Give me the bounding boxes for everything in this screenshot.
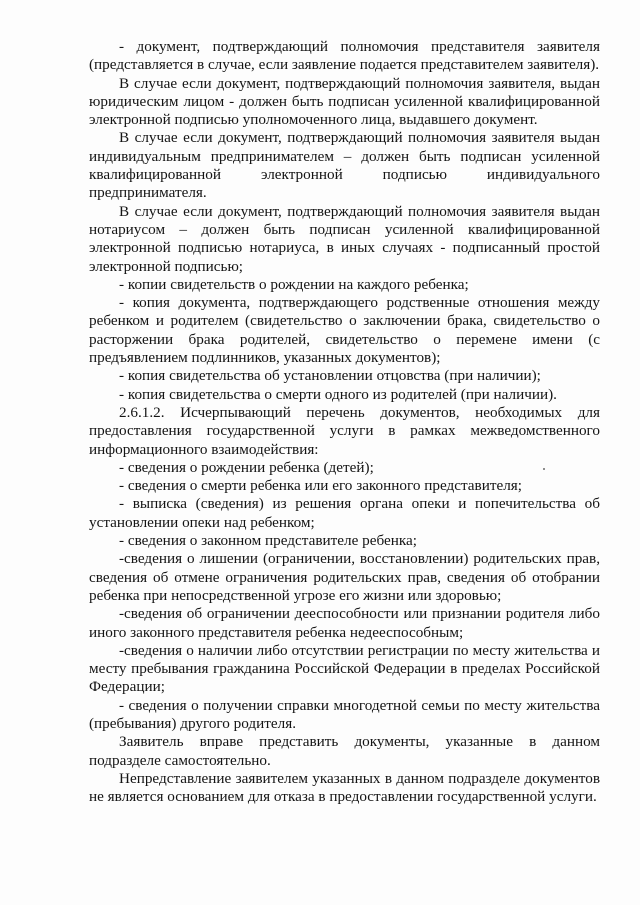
document-body — [89, 38, 600, 806]
list-item-guardianship-extract: - выписка (сведения) из решения органа опеки и попечительства об установлении опеки над ребенком; — [89, 495, 600, 531]
list-item-death-certificate-parent: - копия свидетельства о смерти одного из родителей (при наличии). — [119, 385, 557, 403]
list-item-death-info: - сведения о смерти ребенка или его законного представителя; — [119, 477, 522, 495]
list-item-paternity-certificate: - копия свидетельства об установлении отцовства (при наличии); — [119, 367, 541, 385]
paragraph-non-submission: Непредставление заявителем указанных в данном подразделе документов не является основанием для отказа в предоставлении государственной услуги. — [89, 769, 600, 806]
paragraph-section-2-6-1-2: 2.6.1.2. Исчерпывающий перечень документов, необходимых для предоставления государственной услуги в рамках межведомственного информационного взаимодействия: — [89, 403, 600, 458]
paragraph-applicant-right: Заявитель вправе представить документы, указанные в данном подразделе самостоятельно. — [89, 733, 600, 769]
paragraph-entrepreneur-signature: В случае если документ, подтверждающий полномочия заявителя выдан индивидуальным предпринимателем – должен быть подписан усиленной квалифицированной электронной подписью индивидуального предпринимателя. — [89, 129, 600, 202]
paragraph-representative-document: - документ, подтверждающий полномочия представителя заявителя (представляется в случае, если заявление подается представителем заявителя). — [89, 38, 600, 74]
list-item-large-family-certificate: - сведения о получении справки многодетной семьи по месту жительства (пребывания) другого родителя. — [89, 696, 600, 732]
list-item-legal-capacity-info: -сведения об ограничении дееспособности или признании родителя либо иного законного представителя ребенка недееспособным; — [89, 605, 600, 641]
list-item-birth-certificates: - копии свидетельств о рождении на каждого ребенка; — [119, 275, 469, 293]
scan-speck — [543, 468, 545, 470]
list-item-child-birth-info: - сведения о рождении ребенка (детей); — [119, 458, 374, 476]
list-item-kinship-document: - копия документа, подтверждающего родственные отношения между ребенком и родителем (свидетельство о заключении брака, свидетельство о расторжении брака родителей, свидетельство о перемене имени (с предъявлением подлинников, указанных документов); — [89, 294, 600, 367]
list-item-registration-info: -сведения о наличии либо отсутствии регистрации по месту жительства и месту пребывания гражданина Российской Федерации в пределах Российской Федерации; — [89, 641, 600, 696]
paragraph-legal-entity-signature: В случае если документ, подтверждающий полномочия заявителя, выдан юридическим лицом - должен быть подписан усиленной квалифицированной электронной подписью уполномоченного лица, выдавшего документ. — [89, 74, 600, 129]
paragraph-notary-signature: В случае если документ, подтверждающий полномочия заявителя выдан нотариусом – должен быть подписан усиленной квалифицированной электронной подписью нотариуса, в иных случаях - подписанный простой электронной подписью; — [89, 202, 600, 275]
list-item-parental-rights-info: -сведения о лишении (ограничении, восстановлении) родительских прав, сведения об отмене ограничения родительских прав, сведения об отобрании ребенка при непосредственной угрозе его жизни или здоровью; — [89, 550, 600, 604]
list-item-legal-representative-info: - сведения о законном представителе ребенка; — [119, 532, 417, 550]
